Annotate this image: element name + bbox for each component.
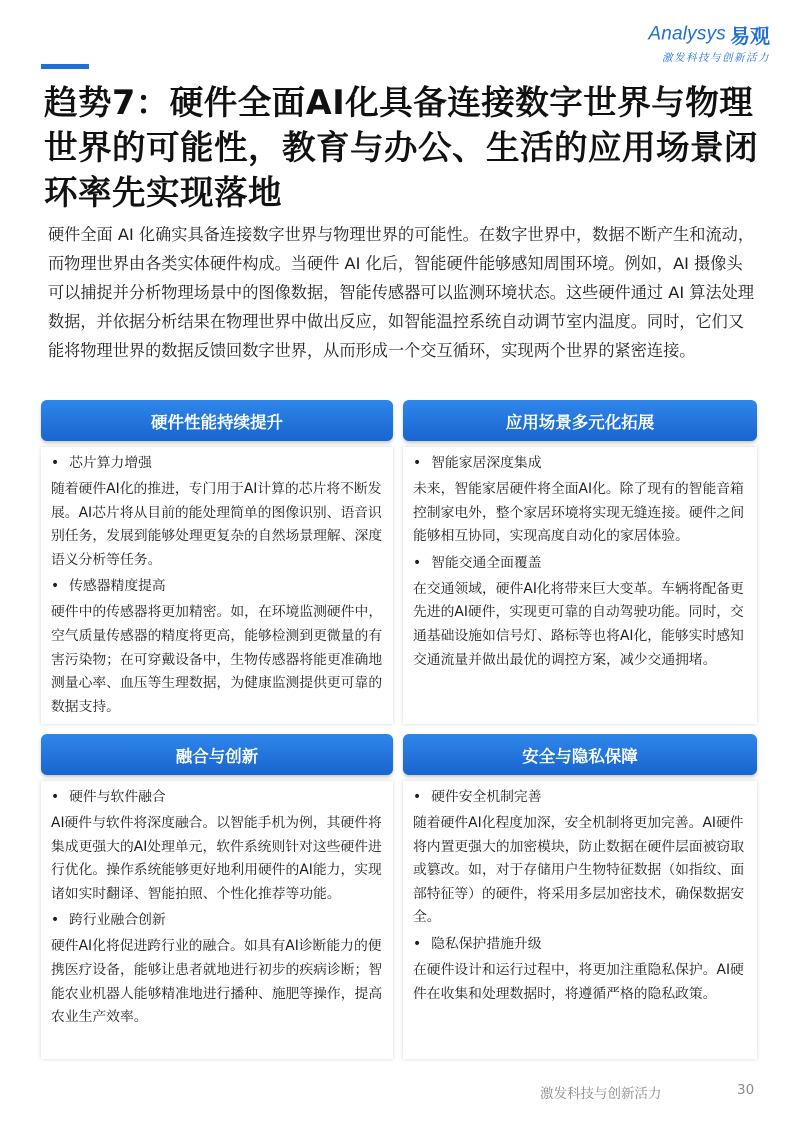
card-item-text: AI硬件与软件将深度融合。以智能手机为例，其硬件将集成更强大的AI处理单元，软件系统则针对这些硬件进行优化。操作系统能够更好地利用硬件的AI能力，实现诸如实时翻译、智能拍照、个性化推荐等功能。	[51, 815, 382, 902]
card-item-text: 随着硬件AI化程度加深，安全机制将更加完善。AI硬件将内置更强大的加密模块，防止数据在硬件层面被窃取或篡改。如，对于存储用户生物特征数据（如指纹、面部特征等）的硬件，将采用多层加密技术，确保数据安全。	[413, 815, 745, 926]
card-header-scenarios: 应用场景多元化拓展	[403, 400, 757, 441]
logo-brand-cn: 易观	[730, 24, 770, 48]
card-item-heading: • 硬件安全机制完善	[413, 789, 542, 805]
bullet-icon: •	[51, 789, 60, 805]
footer-slogan: 激发科技与创新活力	[540, 1086, 662, 1102]
card-item-text: 随着硬件AI化的推进，专门用于AI计算的芯片将不断发展。AI芯片将从目前的能处理简单的图像识别、语音识别任务，发展到能够处理更复杂的自然场景理解、深度语义分析等任务。	[51, 481, 383, 568]
bullet-icon: •	[413, 789, 422, 805]
card-item-text: 未来，智能家居硬件将全面AI化。除了现有的智能音箱控制家电外，整个家居环境将实现无缝连接。硬件之间能够相互协同，实现高度自动化的家居体验。	[413, 481, 745, 545]
bullet-icon: •	[413, 455, 422, 471]
card-header-fusion: 融合与创新	[41, 734, 393, 775]
card-body-security	[403, 781, 757, 1059]
brand-logo	[620, 20, 770, 65]
intro-paragraph: 硬件全面 AI 化确实具备连接数字世界与物理世界的可能性。在数字世界中，数据不断产生和流动，而物理世界由各类实体硬件构成。当硬件 AI 化后，智能硬件能够感知周围环境。例如，AI 摄像头可以捕捉并分析物理场景中的图像数据，智能传感器可以监测环境状态。这些硬件通过 AI 算法处理数据，并依据分析结果在物理世界中做出反应，如智能温控系统自动调节室内温度。同时，它们又能将物理世界的数据反馈回数字世界，从而形成一个交互循环，实现两个世界的紧密连接。	[48, 225, 755, 360]
card-item-heading: • 硬件与软件融合	[51, 789, 166, 805]
card-body-fusion	[41, 781, 393, 1059]
bullet-icon: •	[51, 578, 60, 595]
card-header-performance: 硬件性能持续提升	[41, 400, 393, 441]
logo-slogan: 激发科技与创新活力	[662, 52, 770, 64]
card-item-text: 在硬件设计和运行过程中，将更加注重隐私保护。AI硬件在收集和处理数据时，将遵循严格的隐私政策。	[413, 961, 744, 1002]
bullet-icon: •	[413, 554, 422, 571]
card-body-scenarios	[403, 447, 757, 724]
bullet-icon: •	[51, 912, 60, 929]
card-item-text: 硬件中的传感器将更加精密。如，在环境监测硬件中，空气质量传感器的精度将更高，能够检测到更微量的有害污染物；在可穿戴设备中，生物传感器将能更准确地测量心率、血压等生理数据，为健康监测提供更可靠的数据支持。	[51, 604, 383, 715]
card-body-performance	[41, 447, 393, 724]
page-title: 趋势7：硬件全面AI化具备连接数字世界与物理世界的可能性，教育与办公、生活的应用场景闭环率先实现落地	[44, 83, 758, 212]
card-item-heading: • 智能家居深度集成	[413, 455, 542, 471]
card-item-heading: • 智能交通全面覆盖	[413, 554, 542, 571]
logo-brand-text: Analysys	[648, 23, 726, 45]
card-header-security: 安全与隐私保障	[403, 734, 757, 775]
page-number: 30	[737, 1082, 755, 1098]
card-item-text: 在交通领域，硬件AI化将带来巨大变革。车辆将配备更先进的AI硬件，实现更可靠的自动驾驶功能。同时，交通基础设施如信号灯、路标等也将AI化，能够实时感知交通流量并做出最优的调控方案，减少交通拥堵。	[413, 580, 744, 668]
card-item-heading: • 隐私保护措施升级	[413, 935, 542, 952]
bullet-icon: •	[51, 455, 60, 471]
card-item-heading: • 传感器精度提高	[51, 578, 166, 595]
card-item-heading: • 芯片算力增强	[51, 455, 152, 471]
title-accent-bar	[41, 64, 89, 69]
card-item-heading: • 跨行业融合创新	[51, 912, 166, 929]
card-item-text: 硬件AI化将促进跨行业的融合。如具有AI诊断能力的便携医疗设备，能够让患者就地进行初步的疾病诊断；智能农业机器人能够精准地进行播种、施肥等操作，提高农业生产效率。	[51, 938, 383, 1026]
bullet-icon: •	[413, 935, 422, 952]
